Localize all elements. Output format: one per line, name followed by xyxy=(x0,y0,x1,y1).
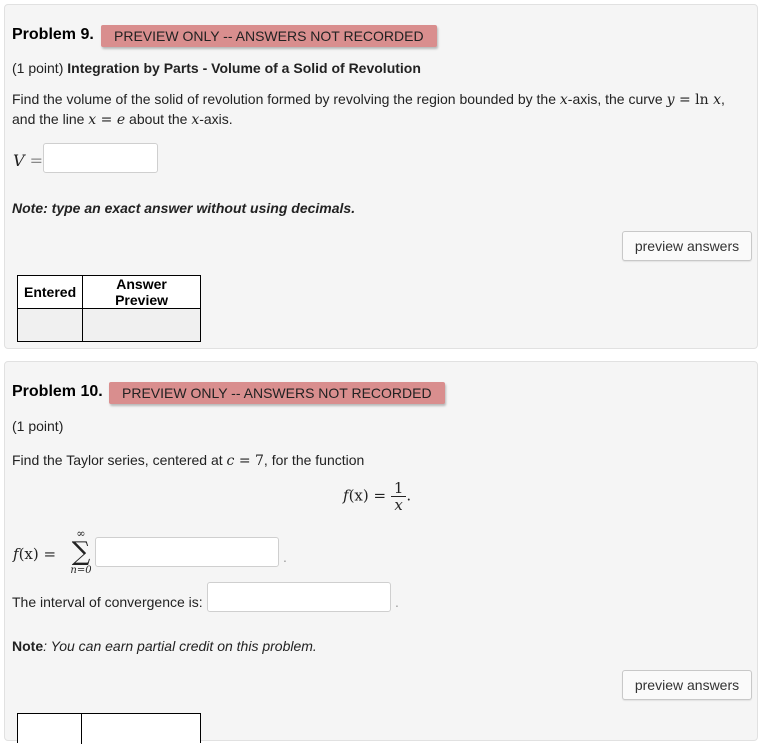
fraction-numerator: 1 xyxy=(391,480,407,497)
problem-9-statement-line-2 xyxy=(12,111,233,128)
problem-9-note: Note: type an exact answer without using decimals. xyxy=(12,200,356,216)
taylor-series-input[interactable] xyxy=(95,537,279,567)
math-ln: = ln xyxy=(674,92,714,108)
math-equals: = xyxy=(96,112,117,128)
math-e: e xyxy=(116,112,126,128)
points-label: (1 point) xyxy=(12,60,64,76)
entered-header: Entered xyxy=(18,276,83,309)
answer-preview-cell xyxy=(83,309,201,342)
entered-cell xyxy=(18,309,83,342)
math-paren: (x) = xyxy=(18,545,57,563)
function-display xyxy=(343,480,411,513)
problem-10-panel xyxy=(4,361,758,741)
math-y: y xyxy=(666,92,675,108)
table-row xyxy=(18,309,201,342)
statement-text: , xyxy=(721,91,725,107)
fraction-denominator: x xyxy=(394,496,403,514)
volume-label xyxy=(13,151,43,171)
statement-text: Find the volume of the solid of revolution formed by revolving the region bounded by the xyxy=(12,91,560,107)
preview-only-badge: PREVIEW ONLY -- ANSWERS NOT RECORDED xyxy=(109,382,445,404)
math-c: c xyxy=(226,453,235,469)
math-f: f xyxy=(13,545,19,563)
note-text: : You can earn partial credit on this problem. xyxy=(43,638,317,654)
statement-text: -axis, the curve xyxy=(567,91,667,107)
preview-answers-button[interactable]: preview answers xyxy=(622,231,752,261)
math-x: x xyxy=(713,92,722,108)
points-label: (1 point) xyxy=(12,418,64,434)
preview-answers-button[interactable]: preview answers xyxy=(622,670,752,700)
statement-text: Find the Taylor series, centered at xyxy=(12,452,227,468)
sigma-icon: ∑ xyxy=(71,537,91,567)
problem-10-title: Problem 10. xyxy=(12,383,103,400)
note-label: Note xyxy=(12,638,44,654)
fraction xyxy=(391,480,407,513)
math-equals: = xyxy=(24,151,44,170)
answer-preview-table xyxy=(17,713,201,743)
sum-upper-limit: ∞ xyxy=(76,527,86,540)
statement-text: about the xyxy=(125,111,192,127)
answer-preview-table xyxy=(17,275,201,342)
problem-9-header xyxy=(12,60,421,76)
problem-9-panel xyxy=(4,4,758,349)
period: . xyxy=(395,594,399,610)
math-f: f xyxy=(343,486,349,505)
series-lhs xyxy=(13,545,56,563)
math-equals-7: = 7 xyxy=(234,453,264,469)
problem-9-subject: Integration by Parts - Volume of a Solid of Revolution xyxy=(67,60,421,76)
math-v: V xyxy=(13,151,25,170)
interval-label: The interval of convergence is: xyxy=(12,594,203,610)
table-header-row xyxy=(18,276,201,309)
problem-9-statement-line-1 xyxy=(12,91,725,108)
answer-preview-header: Answer Preview xyxy=(83,276,201,309)
preview-only-badge: PREVIEW ONLY -- ANSWERS NOT RECORDED xyxy=(101,25,437,47)
problem-10-statement xyxy=(12,452,364,469)
statement-text: -axis. xyxy=(199,111,233,127)
sum-lower-limit: n=0 xyxy=(70,565,92,576)
problem-9-title: Problem 9. xyxy=(12,26,94,43)
math-period: . xyxy=(406,486,412,505)
volume-answer-input[interactable] xyxy=(43,143,158,173)
math-paren: (x) = xyxy=(348,486,391,505)
statement-text: and the line xyxy=(12,111,89,127)
math-x: x xyxy=(88,112,97,128)
math-x: x xyxy=(559,92,568,108)
summation-symbol xyxy=(67,528,95,577)
interval-of-convergence-input[interactable] xyxy=(207,582,391,612)
math-x: x xyxy=(191,112,200,128)
period: . xyxy=(283,549,287,565)
table-divider xyxy=(81,714,82,744)
statement-text: , for the function xyxy=(263,452,365,468)
problem-10-note xyxy=(12,638,317,654)
